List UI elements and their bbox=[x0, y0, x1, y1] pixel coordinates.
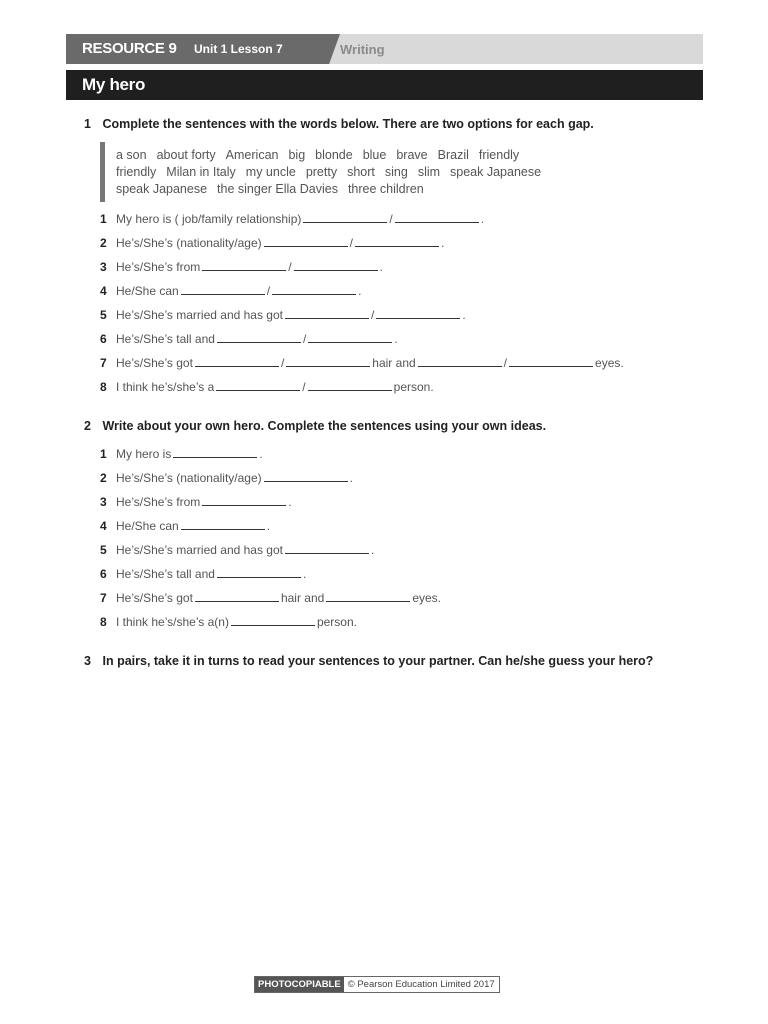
answer-blank[interactable] bbox=[285, 308, 369, 319]
answer-blank[interactable] bbox=[509, 356, 593, 367]
answer-blank[interactable] bbox=[231, 615, 315, 626]
sentence-text: hair and bbox=[280, 591, 325, 605]
word-option: short bbox=[347, 165, 375, 179]
word-option: friendly bbox=[478, 148, 520, 162]
answer-blank[interactable] bbox=[202, 495, 286, 506]
sentence-item bbox=[100, 236, 444, 256]
sentence-text: . bbox=[266, 519, 271, 533]
word-option: slim bbox=[417, 165, 441, 179]
sentence-text: He’s/She’s got bbox=[116, 356, 193, 370]
word-line bbox=[116, 165, 551, 179]
answer-blank[interactable] bbox=[376, 308, 460, 319]
sentence-item bbox=[100, 519, 270, 539]
answer-blank[interactable] bbox=[303, 212, 387, 223]
sentence-text: hair and bbox=[372, 356, 416, 370]
exercise-text: Complete the sentences with the words below. There are two options for each gap. bbox=[102, 117, 594, 131]
sentence-text: . bbox=[379, 260, 383, 274]
item-number: 2 bbox=[100, 471, 107, 485]
item-number: 4 bbox=[100, 284, 107, 298]
exercise-text: In pairs, take it in turns to read your sentences to your partner. Can he/she guess your hero? bbox=[102, 654, 654, 668]
word-option: pretty bbox=[305, 165, 338, 179]
sentence-text: / bbox=[280, 356, 285, 370]
sentence-text: . bbox=[302, 567, 307, 581]
sentence-text: . bbox=[480, 212, 485, 226]
sentence-text: He’s/She’s tall and bbox=[116, 332, 215, 346]
sentence-item bbox=[100, 567, 306, 587]
sentence-text: / bbox=[389, 212, 393, 226]
word-option: Brazil bbox=[437, 148, 469, 162]
exercise-text: Write about your own hero. Complete the sentences using your own ideas. bbox=[102, 419, 547, 433]
sentence-text: . bbox=[462, 308, 466, 322]
word-option: big bbox=[288, 148, 306, 162]
word-option: American bbox=[225, 148, 279, 162]
section-label: Writing bbox=[340, 42, 385, 57]
answer-blank[interactable] bbox=[202, 260, 286, 271]
answer-blank[interactable] bbox=[195, 591, 279, 602]
sentence-text: . bbox=[288, 495, 292, 509]
sentence-text: He’s/She’s married and has got bbox=[116, 308, 283, 322]
word-option: a son bbox=[116, 148, 147, 162]
word-option: blue bbox=[362, 148, 387, 162]
answer-blank[interactable] bbox=[308, 380, 392, 391]
sentence-text: / bbox=[302, 332, 307, 346]
sentence-text: person. bbox=[393, 380, 434, 394]
sentence-item bbox=[100, 308, 466, 328]
sentence-text: My hero is bbox=[116, 447, 172, 461]
answer-blank[interactable] bbox=[272, 284, 356, 295]
sentence-text: I think he’s/she’s a bbox=[116, 380, 215, 394]
answer-blank[interactable] bbox=[173, 447, 257, 458]
sentence-text: / bbox=[266, 284, 271, 298]
sentence-text: He’s/She’s (nationality/age) bbox=[116, 471, 262, 485]
sentence-item bbox=[100, 495, 292, 515]
item-number: 7 bbox=[100, 591, 107, 605]
word-line bbox=[116, 182, 434, 196]
item-number: 7 bbox=[100, 356, 107, 370]
sentence-text: He/She can bbox=[116, 519, 179, 533]
sentence-text: / bbox=[302, 380, 306, 394]
answer-blank[interactable] bbox=[264, 471, 348, 482]
sentence-text: He/She can bbox=[116, 284, 179, 298]
answer-blank[interactable] bbox=[217, 567, 301, 578]
sentence-text: He’s/She’s (nationality/age) bbox=[116, 236, 262, 250]
answer-blank[interactable] bbox=[195, 356, 279, 367]
word-option: the singer Ella Davies bbox=[217, 182, 338, 196]
item-number: 2 bbox=[100, 236, 107, 250]
sentence-text: eyes. bbox=[595, 356, 624, 370]
exercise-2-instruction bbox=[84, 419, 546, 433]
item-number: 5 bbox=[100, 308, 107, 322]
sentence-text: He’s/She’s from bbox=[116, 260, 201, 274]
answer-blank[interactable] bbox=[181, 284, 265, 295]
sentence-item bbox=[100, 543, 374, 563]
footer bbox=[254, 976, 500, 993]
copyright-label: © Pearson Education Limited 2017 bbox=[347, 979, 495, 990]
sentence-item bbox=[100, 212, 484, 232]
item-number: 6 bbox=[100, 332, 107, 346]
word-line bbox=[116, 148, 529, 162]
answer-blank[interactable] bbox=[217, 332, 301, 343]
sentence-item bbox=[100, 284, 361, 304]
sentence-text: . bbox=[440, 236, 445, 250]
exercise-number: 2 bbox=[84, 419, 91, 433]
photocopiable-label: PHOTOCOPIABLE bbox=[255, 977, 344, 992]
answer-blank[interactable] bbox=[286, 356, 370, 367]
sentence-item bbox=[100, 447, 263, 467]
sentence-item bbox=[100, 380, 434, 400]
exercise-1-instruction bbox=[84, 117, 594, 131]
word-option: speak Japanese bbox=[116, 182, 208, 196]
item-number: 1 bbox=[100, 447, 107, 461]
sentence-item bbox=[100, 591, 441, 611]
sentence-item bbox=[100, 356, 624, 376]
answer-blank[interactable] bbox=[264, 236, 348, 247]
sentence-text: He’s/She’s tall and bbox=[116, 567, 215, 581]
sentence-item bbox=[100, 260, 383, 280]
sentence-text: . bbox=[349, 471, 353, 485]
item-number: 8 bbox=[100, 380, 107, 394]
word-option: speak Japanese bbox=[450, 165, 542, 179]
item-number: 6 bbox=[100, 567, 107, 581]
sentence-text: . bbox=[371, 543, 375, 557]
sentence-text: . bbox=[394, 332, 398, 346]
sentence-item bbox=[100, 471, 353, 491]
item-number: 3 bbox=[100, 495, 107, 509]
sentence-text: / bbox=[503, 356, 508, 370]
exercise-3-instruction bbox=[84, 654, 653, 668]
item-number: 4 bbox=[100, 519, 107, 533]
sentence-item bbox=[100, 332, 398, 352]
sentence-text: . bbox=[358, 284, 362, 298]
sentence-text: He’s/She’s from bbox=[116, 495, 201, 509]
answer-blank[interactable] bbox=[355, 236, 439, 247]
word-option: friendly bbox=[116, 165, 157, 179]
answer-blank[interactable] bbox=[418, 356, 502, 367]
sentence-text: I think he’s/she’s a(n) bbox=[116, 615, 229, 629]
sentence-text: / bbox=[288, 260, 292, 274]
answer-blank[interactable] bbox=[216, 380, 300, 391]
answer-blank[interactable] bbox=[294, 260, 378, 271]
word-option: sing bbox=[384, 165, 408, 179]
answer-blank[interactable] bbox=[326, 591, 410, 602]
item-number: 3 bbox=[100, 260, 107, 274]
answer-blank[interactable] bbox=[395, 212, 479, 223]
word-option: three children bbox=[347, 182, 424, 196]
exercise-number: 3 bbox=[84, 654, 91, 668]
word-option: about forty bbox=[156, 148, 216, 162]
sentence-text: He’s/She’s married and has got bbox=[116, 543, 283, 557]
sentence-item bbox=[100, 615, 357, 635]
sentence-text: person. bbox=[316, 615, 357, 629]
sentence-text: / bbox=[371, 308, 375, 322]
item-number: 8 bbox=[100, 615, 107, 629]
sentence-text: My hero is ( job/family relationship) bbox=[116, 212, 302, 226]
answer-blank[interactable] bbox=[285, 543, 369, 554]
word-option: Milan in Italy bbox=[166, 165, 236, 179]
item-number: 5 bbox=[100, 543, 107, 557]
sentence-text: . bbox=[259, 447, 263, 461]
title-bar bbox=[66, 70, 703, 100]
item-number: 1 bbox=[100, 212, 107, 226]
answer-blank[interactable] bbox=[308, 332, 392, 343]
resource-header-bar bbox=[66, 34, 703, 64]
sentence-text: eyes. bbox=[412, 591, 442, 605]
resource-label: RESOURCE 9 bbox=[82, 40, 177, 57]
word-option: blonde bbox=[315, 148, 353, 162]
sentence-text: He’s/She’s got bbox=[116, 591, 193, 605]
word-option: brave bbox=[396, 148, 428, 162]
exercise-number: 1 bbox=[84, 117, 91, 131]
answer-blank[interactable] bbox=[181, 519, 265, 530]
page-title: My hero bbox=[82, 75, 146, 94]
word-option: my uncle bbox=[245, 165, 296, 179]
unit-lesson-label: Unit 1 Lesson 7 bbox=[194, 42, 283, 56]
sentence-text: / bbox=[349, 236, 353, 250]
